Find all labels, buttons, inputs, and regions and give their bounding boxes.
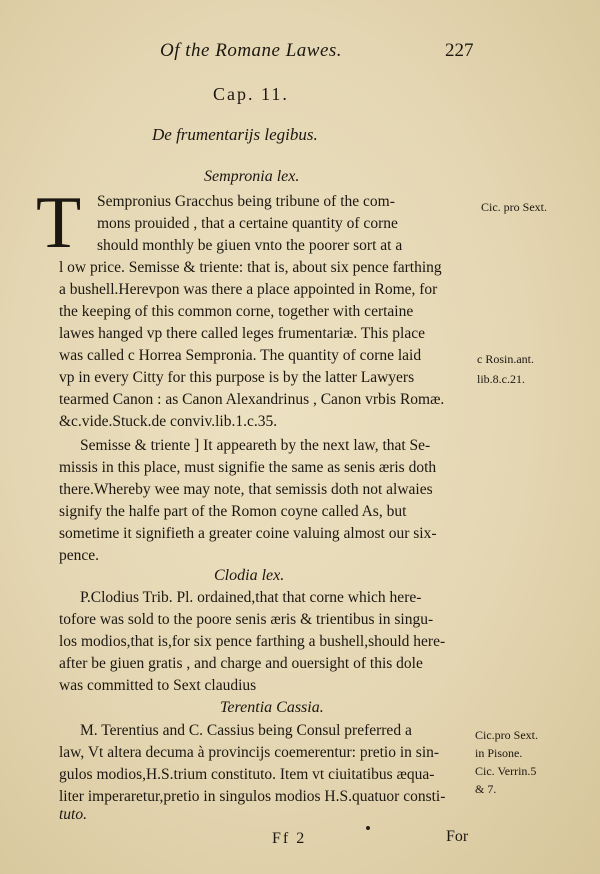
section-heading-terentia-cassia: Terentia Cassia.: [220, 699, 324, 716]
text-line: tofore was sold to the poore senis æris & trientibus in singu-: [59, 611, 434, 628]
text-line: law, Vt altera decuma à provincijs coemerentur: pretio in sin-: [59, 744, 440, 761]
text-line: missis in this place, must signifie the same as senis æris doth: [59, 459, 437, 476]
text-line: was committed to Sext claudius: [59, 677, 257, 694]
text-line: liter imperaretur,pretio in singulos modios H.S.quatuor consti-: [59, 788, 446, 805]
text-line: gulos modios,H.S.trium constituto. Item vt ciuitatibus æqua-: [59, 766, 435, 783]
chapter-subtitle: De frumentarijs legibus.: [152, 125, 318, 144]
text-line: a bushell.Herevpon was there a place appointed in Rome, for: [59, 281, 438, 298]
text-line: Semisse & triente ] It appeareth by the next law, that Se-: [80, 437, 431, 454]
text-line: l ow price. Semisse & triente: that is, about six pence farthing: [59, 259, 442, 276]
text-line: was called c Horrea Sempronia. The quantity of corne laid: [59, 347, 422, 364]
text-line: signify the halfe part of the Romon coyne called As, but: [59, 503, 407, 520]
text-line: vp in every Citty for this purpose is by the latter Lawyers: [59, 369, 415, 386]
running-head: [0, 40, 600, 70]
text-line: the keeping of this common corne, together with certaine: [59, 303, 414, 320]
page-number: 227: [445, 40, 474, 61]
text-line: M. Terentius and C. Cassius being Consul preferred a: [80, 722, 412, 739]
section-heading-clodia: Clodia lex.: [214, 567, 285, 584]
catchword: For: [446, 828, 469, 845]
text-line: &c.vide.Stuck.de conviv.lib.1.c.35.: [59, 413, 278, 430]
text-line: pence.: [59, 547, 100, 564]
text-line: mons prouided , that a certaine quantity of corne: [97, 215, 398, 232]
text-line: P.Clodius Trib. Pl. ordained,that that corne which here-: [80, 589, 422, 606]
text-line: there.Whereby wee may note, that semissis doth not alwaies: [59, 481, 433, 498]
section-heading-sempronia: Sempronia lex.: [204, 168, 300, 185]
margin-note: c Rosin.ant.: [477, 352, 534, 366]
ink-spot: [366, 826, 370, 830]
margin-note: in Pisone.: [475, 746, 523, 760]
margin-note: Cic. pro Sext.: [481, 200, 547, 214]
margin-note: lib.8.c.21.: [477, 372, 525, 386]
text-line: lawes hanged vp there called leges frumentariæ. This place: [59, 325, 425, 342]
signature-mark: Ff 2: [272, 830, 307, 847]
chapter-heading: Cap. 11.: [213, 84, 289, 104]
text-line: los modios,that is,for six pence farthing a bushell,should here-: [59, 633, 446, 650]
text-line: after be giuen gratis , and charge and ouersight of this dole: [59, 655, 423, 672]
margin-note: Cic. Verrin.5: [475, 764, 537, 778]
margin-note: & 7.: [475, 782, 497, 796]
margin-note: Cic.pro Sext.: [475, 728, 538, 742]
text-line: Sempronius Gracchus being tribune of the com-: [97, 193, 395, 210]
text-line: should monthly be giuen vnto the poorer sort at a: [97, 237, 403, 254]
running-title: Of the Romane Lawes.: [160, 40, 343, 61]
text-line: tearmed Canon : as Canon Alexandrinus , Canon vrbis Romæ.: [59, 391, 445, 408]
text-line: sometime it signifieth a greater coine valuing almost our six-: [59, 525, 437, 542]
drop-cap: T: [36, 182, 82, 264]
text-line-final: tuto.: [59, 806, 87, 823]
